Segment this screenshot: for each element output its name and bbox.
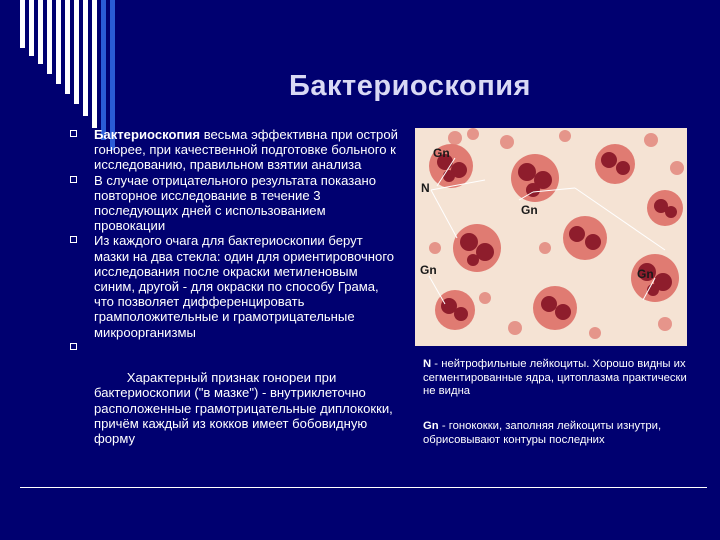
bottom-divider (20, 487, 707, 488)
bullet-item (70, 173, 400, 234)
label-gn: Gn (521, 203, 538, 217)
slide-title: Бактериоскопия (289, 70, 531, 102)
bullet-list (70, 127, 400, 461)
bullet-item (70, 340, 400, 462)
caption-neutrophils (423, 358, 693, 399)
bullet-box-icon (70, 343, 77, 350)
caption-bold: N (423, 358, 432, 370)
bullet-item (70, 127, 400, 173)
label-gn: Gn (433, 146, 450, 160)
caption-gonococci (423, 420, 693, 447)
caption-bold: Gn (423, 420, 439, 432)
label-gn: Gn (637, 267, 654, 281)
bullet-bold: Бактериоскопия (94, 127, 201, 142)
micrograph-image (415, 128, 687, 346)
bullet-box-icon (70, 176, 77, 183)
bullet-text: В случае отрицательного результата показано повторное исследование в течение 3 последующих дней с использованием провокации (94, 172, 377, 234)
bullet-text: весьма эффективна при острой гонорее, при качественной подготовке больного к исследованию, правильном взятии анализа (94, 127, 398, 173)
bullet-text: Характерный признак гонореи при бактериоскопии ("в мазке") - внутриклеточно расположенные грамотрицательные диплококки, причём каждый из кокков имеет бобовидную форму (94, 370, 397, 447)
caption-text: - нейтрофильные лейкоциты. Хорошо видны их сегментированные ядра, цитоплазма практически не видна (423, 358, 687, 397)
label-n: N (421, 181, 430, 195)
caption-text: - гонококки, заполняя лейкоциты изнутри, обрисовывают контуры последних (423, 420, 662, 446)
bullet-item (70, 233, 400, 339)
bullet-box-icon (70, 130, 77, 137)
bullet-box-icon (70, 236, 77, 243)
bullet-text: Из каждого очага для бактериоскопии берут мазки на два стекла: один для ориентировочного исследования после окраски метиленовым синим, другой - для окраски по способу Грама, что позволяет дифференцировать грамположительные и грамотрицательные микроорганизмы (94, 233, 395, 340)
label-gn: Gn (420, 263, 437, 277)
